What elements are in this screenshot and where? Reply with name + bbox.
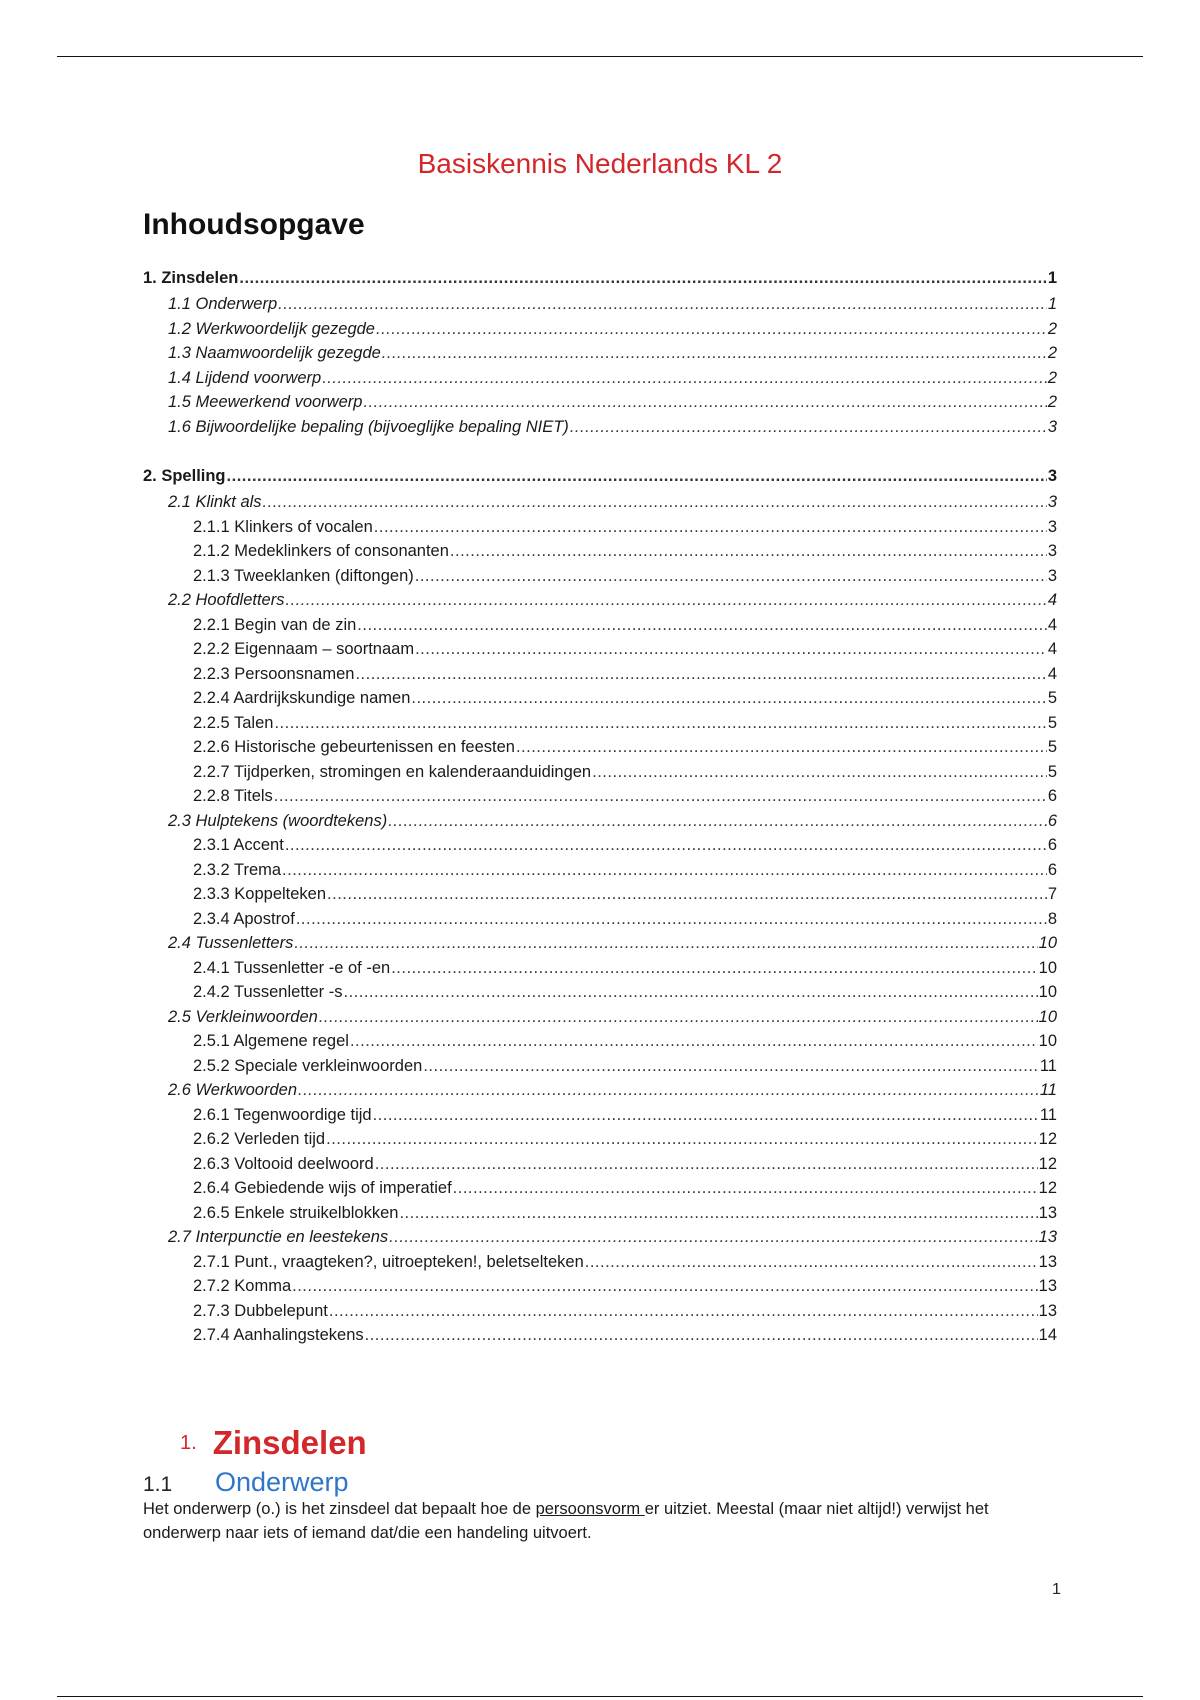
toc-leader-dots bbox=[453, 1179, 1038, 1198]
toc-entry-label: 2.1.3 Tweeklanken (diftongen) bbox=[193, 566, 414, 585]
toc-entry-page: 13 bbox=[1038, 1277, 1057, 1295]
toc-entry-page: 5 bbox=[1047, 689, 1057, 707]
toc-leader-dots bbox=[570, 418, 1047, 437]
toc-leader-dots bbox=[285, 591, 1046, 610]
toc-entry[interactable] bbox=[143, 714, 1057, 739]
toc-entry-page: 3 bbox=[1047, 542, 1057, 560]
toc-entry-page: 7 bbox=[1047, 885, 1057, 903]
toc-entry-label: 2.2.4 Aardrijkskundige namen bbox=[193, 689, 411, 707]
toc-leader-dots bbox=[415, 567, 1047, 586]
toc-leader-dots bbox=[296, 910, 1047, 929]
toc-leader-dots bbox=[391, 959, 1037, 978]
toc-entry-page: 10 bbox=[1038, 1032, 1057, 1050]
toc-entry[interactable] bbox=[143, 393, 1057, 418]
toc-entry[interactable] bbox=[143, 861, 1057, 886]
toc-entry-page: 8 bbox=[1047, 909, 1057, 928]
toc-entry-page: 11 bbox=[1039, 1105, 1057, 1124]
toc-entry[interactable] bbox=[143, 1253, 1057, 1278]
toc-entry[interactable] bbox=[143, 1008, 1057, 1033]
toc-entry[interactable] bbox=[143, 1228, 1057, 1253]
toc-entry[interactable] bbox=[143, 983, 1057, 1008]
toc-leader-dots bbox=[423, 1057, 1039, 1076]
toc-entry-page: 5 bbox=[1047, 713, 1057, 732]
toc-entry-label: 2.7.2 Komma bbox=[193, 1277, 292, 1295]
toc-entry-label: 2.2.6 Historische gebeurtenissen en feesten bbox=[193, 738, 515, 756]
toc-entry-page: 12 bbox=[1038, 1130, 1057, 1148]
toc-entry-page: 10 bbox=[1038, 1007, 1057, 1026]
toc-entry[interactable] bbox=[143, 665, 1057, 690]
toc-entry[interactable] bbox=[143, 269, 1057, 295]
toc-leader-dots bbox=[298, 1081, 1039, 1100]
toc-entry[interactable] bbox=[143, 518, 1057, 543]
page-number: 1 bbox=[1052, 1581, 1061, 1598]
footer-rule bbox=[57, 1696, 1143, 1697]
toc-entry[interactable] bbox=[143, 1106, 1057, 1131]
toc-entry-label: 2.4 Tussenletters bbox=[168, 934, 294, 952]
section-heading-1-title: Zinsdelen bbox=[212, 1424, 367, 1461]
toc-leader-dots bbox=[450, 542, 1047, 561]
toc-entry-label: 2.6.1 Tegenwoordige tijd bbox=[193, 1105, 372, 1124]
toc-entry-page: 1 bbox=[1047, 295, 1057, 313]
toc-entry-page: 12 bbox=[1038, 1154, 1057, 1173]
toc-entry-label: 2.2.5 Talen bbox=[193, 713, 274, 732]
toc-entry[interactable] bbox=[143, 812, 1057, 837]
toc-entry[interactable] bbox=[143, 1057, 1057, 1082]
toc-entry-label: 2.1.2 Medeklinkers of consonanten bbox=[193, 542, 449, 560]
toc-entry-label: 2. Spelling bbox=[143, 467, 226, 485]
toc-entry-page: 11 bbox=[1039, 1056, 1057, 1075]
toc-entry-page: 10 bbox=[1038, 983, 1057, 1001]
section-heading-1-number: 1. bbox=[180, 1432, 197, 1454]
toc-entry-page: 3 bbox=[1047, 566, 1057, 585]
toc-leader-dots bbox=[274, 714, 1046, 733]
toc-entry[interactable] bbox=[143, 1277, 1057, 1302]
toc-entry-label: 2.2.7 Tijdperken, stromingen en kalenderaanduidingen bbox=[193, 762, 592, 781]
toc-leader-dots bbox=[382, 344, 1047, 363]
toc-leader-dots bbox=[239, 269, 1046, 288]
toc-entry-page: 11 bbox=[1039, 1081, 1057, 1099]
toc-leader-dots bbox=[355, 665, 1046, 684]
toc-leader-dots bbox=[327, 885, 1047, 904]
toc-entry-page: 2 bbox=[1047, 344, 1057, 362]
toc-entry-page: 10 bbox=[1038, 934, 1057, 952]
toc-entry-label: 2.4.2 Tussenletter -s bbox=[193, 983, 343, 1001]
toc-entry[interactable] bbox=[143, 320, 1057, 345]
toc-leader-dots bbox=[322, 369, 1047, 388]
toc-entry[interactable] bbox=[143, 467, 1057, 493]
toc-entry-label: 2.3.1 Accent bbox=[193, 836, 284, 854]
toc-leader-dots bbox=[365, 1326, 1038, 1345]
section-heading-2-number: 1.1 bbox=[143, 1473, 173, 1496]
toc-leader-dots bbox=[399, 1204, 1037, 1223]
toc-leader-dots bbox=[363, 393, 1046, 412]
toc-entry[interactable] bbox=[143, 885, 1057, 910]
toc-entry-label: 2.2.8 Titels bbox=[193, 787, 273, 805]
toc-leader-dots bbox=[292, 1277, 1038, 1296]
toc-leader-dots bbox=[373, 1106, 1039, 1125]
toc-entry-label: 1.4 Lijdend voorwerp bbox=[168, 368, 322, 387]
toc-spacer bbox=[143, 442, 1057, 467]
toc-entry-label: 1.5 Meewerkend voorwerp bbox=[168, 393, 363, 411]
toc-entry-page: 10 bbox=[1038, 958, 1057, 977]
body-paragraph bbox=[143, 1497, 1063, 1545]
toc-leader-dots bbox=[516, 738, 1047, 757]
toc-leader-dots bbox=[326, 1130, 1038, 1149]
toc-leader-dots bbox=[227, 467, 1047, 486]
toc-entry-label: 2.6 Werkwoorden bbox=[168, 1081, 298, 1099]
toc-entry-label: 2.5.2 Speciale verkleinwoorden bbox=[193, 1056, 423, 1075]
toc-leader-dots bbox=[357, 616, 1047, 635]
toc-entry-page: 6 bbox=[1047, 836, 1057, 854]
toc-entry-label: 1.2 Werkwoordelijk gezegde bbox=[168, 319, 375, 338]
toc-entry-label: 2.6.4 Gebiedende wijs of imperatief bbox=[193, 1179, 452, 1197]
toc-entry-page: 1 bbox=[1047, 269, 1057, 287]
toc-entry[interactable] bbox=[143, 763, 1057, 788]
toc-entry-label: 2.3.2 Trema bbox=[193, 860, 282, 879]
toc-entry-page: 4 bbox=[1047, 664, 1057, 683]
toc-entry-label: 2.7.4 Aanhalingstekens bbox=[193, 1326, 364, 1344]
toc-entry-label: 2.5 Verkleinwoorden bbox=[168, 1007, 318, 1026]
toc-entry-page: 3 bbox=[1047, 493, 1057, 511]
paragraph-text-start: Het onderwerp (o.) is het zinsdeel dat bepaalt hoe de bbox=[143, 1500, 536, 1518]
toc-entry[interactable] bbox=[143, 1130, 1057, 1155]
toc-entry-label: 2.5.1 Algemene regel bbox=[193, 1032, 349, 1050]
toc-entry[interactable] bbox=[143, 738, 1057, 763]
toc-entry[interactable] bbox=[143, 689, 1057, 714]
toc-entry-page: 12 bbox=[1038, 1179, 1057, 1197]
toc-entry-label: 2.3.3 Koppelteken bbox=[193, 885, 327, 903]
toc-entry-page: 13 bbox=[1038, 1252, 1057, 1271]
toc-entry-label: 2.2.1 Begin van de zin bbox=[193, 615, 357, 634]
toc-entry[interactable] bbox=[143, 1032, 1057, 1057]
toc-entry-label: 2.1.1 Klinkers of vocalen bbox=[193, 517, 373, 536]
toc-entry-label: 2.4.1 Tussenletter -e of -en bbox=[193, 958, 391, 977]
paragraph-text-end: er uitziet. Meestal (maar niet altijd!) verwijst het onderwerp naar iets of iemand dat/die een handeling uitvoert. bbox=[143, 1500, 989, 1542]
toc-entry-page: 3 bbox=[1047, 517, 1057, 536]
toc-entry[interactable] bbox=[143, 1179, 1057, 1204]
toc-entry-page: 6 bbox=[1047, 787, 1057, 805]
toc-leader-dots bbox=[388, 812, 1047, 831]
toc-entry[interactable] bbox=[143, 542, 1057, 567]
header-rule bbox=[57, 56, 1143, 57]
toc-entry-page: 3 bbox=[1047, 417, 1057, 436]
toc-entry-page: 13 bbox=[1038, 1228, 1057, 1246]
toc-entry-page: 14 bbox=[1038, 1326, 1057, 1344]
toc-leader-dots bbox=[350, 1032, 1038, 1051]
toc-entry[interactable] bbox=[143, 1081, 1057, 1106]
toc-leader-dots bbox=[585, 1253, 1038, 1272]
toc-leader-dots bbox=[415, 640, 1047, 659]
table-of-contents bbox=[143, 269, 1057, 1351]
toc-leader-dots bbox=[282, 861, 1047, 880]
toc-entry[interactable] bbox=[143, 369, 1057, 394]
toc-entry-label: 1. Zinsdelen bbox=[143, 269, 239, 287]
toc-entry-page: 2 bbox=[1047, 319, 1057, 338]
toc-entry-label: 2.7.3 Dubbelepunt bbox=[193, 1301, 328, 1320]
toc-entry-page: 4 bbox=[1047, 640, 1057, 658]
toc-entry-label: 2.2 Hoofdletters bbox=[168, 591, 285, 609]
toc-entry-label: 2.3 Hulptekens (woordtekens) bbox=[168, 811, 388, 830]
toc-leader-dots bbox=[592, 763, 1047, 782]
toc-entry-page: 2 bbox=[1047, 368, 1057, 387]
toc-leader-dots bbox=[274, 787, 1047, 806]
toc-entry-label: 1.6 Bijwoordelijke bepaling (bijvoeglijke bepaling NIET) bbox=[168, 417, 569, 436]
toc-entry[interactable] bbox=[143, 295, 1057, 320]
toc-entry[interactable] bbox=[143, 959, 1057, 984]
toc-entry-page: 4 bbox=[1047, 591, 1057, 609]
toc-entry[interactable] bbox=[143, 567, 1057, 592]
toc-entry-label: 2.7.1 Punt., vraagteken?, uitroepteken!, beletselteken bbox=[193, 1252, 584, 1271]
toc-entry-label: 2.6.3 Voltooid deelwoord bbox=[193, 1154, 374, 1173]
toc-entry-page: 6 bbox=[1047, 811, 1057, 830]
toc-entry-page: 5 bbox=[1047, 738, 1057, 756]
toc-entry-label: 2.7 Interpunctie en leestekens bbox=[168, 1228, 389, 1246]
toc-leader-dots bbox=[374, 518, 1047, 537]
toc-entry-label: 2.2.3 Persoonsnamen bbox=[193, 664, 355, 683]
toc-entry[interactable] bbox=[143, 591, 1057, 616]
toc-entry-page: 5 bbox=[1047, 762, 1057, 781]
toc-heading: Inhoudsopgave bbox=[143, 208, 365, 241]
toc-entry[interactable] bbox=[143, 934, 1057, 959]
toc-leader-dots bbox=[389, 1228, 1037, 1247]
toc-entry[interactable] bbox=[143, 1326, 1057, 1351]
toc-entry-label: 1.1 Onderwerp bbox=[168, 295, 278, 313]
toc-entry[interactable] bbox=[143, 1155, 1057, 1180]
toc-leader-dots bbox=[344, 983, 1038, 1002]
toc-leader-dots bbox=[376, 320, 1047, 339]
toc-entry[interactable] bbox=[143, 787, 1057, 812]
toc-entry[interactable] bbox=[143, 640, 1057, 665]
toc-entry-label: 2.3.4 Apostrof bbox=[193, 909, 295, 928]
section-heading-2-title: Onderwerp bbox=[215, 1467, 349, 1497]
document-title: Basiskennis Nederlands KL 2 bbox=[417, 148, 783, 179]
toc-leader-dots bbox=[294, 934, 1037, 953]
toc-entry-page: 2 bbox=[1047, 393, 1057, 411]
toc-entry[interactable] bbox=[143, 910, 1057, 935]
toc-leader-dots bbox=[263, 493, 1047, 512]
toc-leader-dots bbox=[278, 295, 1047, 314]
toc-leader-dots bbox=[329, 1302, 1038, 1321]
toc-leader-dots bbox=[375, 1155, 1038, 1174]
toc-entry-label: 2.2.2 Eigennaam – soortnaam bbox=[193, 640, 415, 658]
toc-entry-page: 4 bbox=[1047, 615, 1057, 634]
toc-entry-label: 2.6.5 Enkele struikelblokken bbox=[193, 1203, 399, 1222]
toc-entry-page: 3 bbox=[1047, 467, 1057, 485]
toc-leader-dots bbox=[285, 836, 1047, 855]
toc-entry[interactable] bbox=[143, 418, 1057, 443]
toc-entry-label: 2.1 Klinkt als bbox=[168, 493, 262, 511]
toc-leader-dots bbox=[411, 689, 1046, 708]
toc-entry-label: 1.3 Naamwoordelijk gezegde bbox=[168, 344, 381, 362]
toc-entry-page: 13 bbox=[1038, 1301, 1057, 1320]
toc-entry[interactable] bbox=[143, 1204, 1057, 1229]
toc-entry-label: 2.6.2 Verleden tijd bbox=[193, 1130, 326, 1148]
toc-entry-page: 13 bbox=[1038, 1203, 1057, 1222]
section-heading-1 bbox=[180, 1421, 367, 1465]
toc-entry[interactable] bbox=[143, 493, 1057, 518]
toc-entry[interactable] bbox=[143, 616, 1057, 641]
toc-entry[interactable] bbox=[143, 344, 1057, 369]
toc-entry[interactable] bbox=[143, 1302, 1057, 1327]
toc-leader-dots bbox=[319, 1008, 1038, 1027]
underlined-term: persoonsvorm bbox=[535, 1500, 645, 1518]
toc-entry-page: 6 bbox=[1047, 860, 1057, 879]
toc-entry[interactable] bbox=[143, 836, 1057, 861]
